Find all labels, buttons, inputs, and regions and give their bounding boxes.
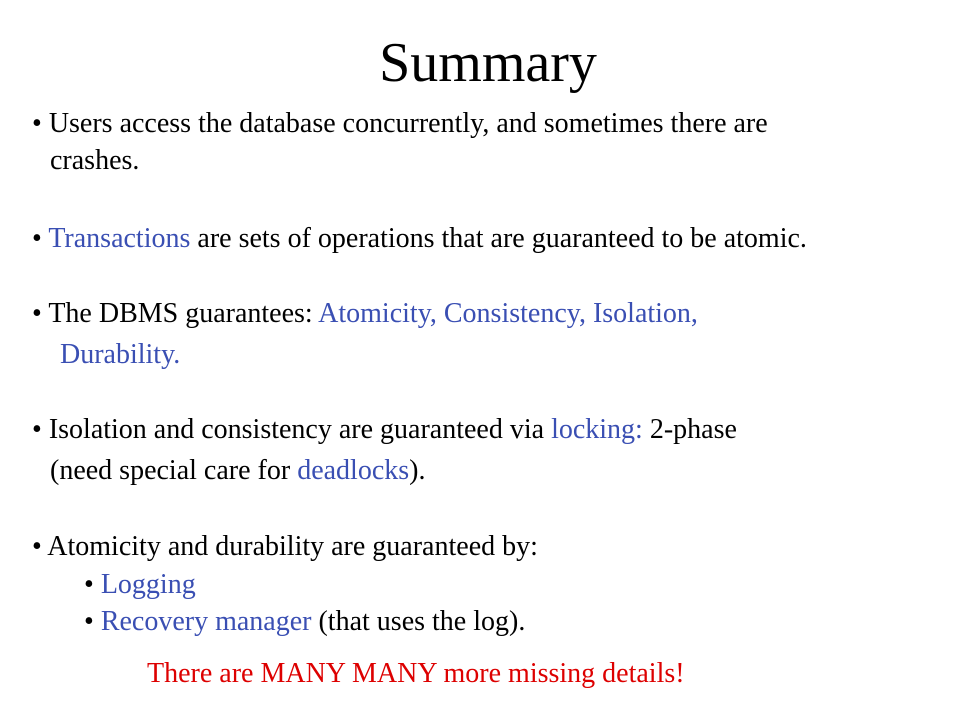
bullet-dbms-guarantees-line1 bbox=[32, 297, 698, 331]
bullet-glyph: • bbox=[32, 414, 42, 445]
bullet-text: Atomicity and durability are guaranteed by: bbox=[47, 531, 538, 562]
bullet-glyph: • bbox=[84, 606, 94, 637]
bullet-text: are sets of operations that are guaranteed to be atomic. bbox=[190, 223, 807, 254]
bullet-text-continuation: crashes. bbox=[50, 145, 140, 176]
highlight-logging: Logging bbox=[100, 569, 196, 600]
bullet-glyph: • bbox=[84, 569, 94, 600]
bullet-dbms-guarantees-line2 bbox=[60, 338, 180, 372]
sub-bullet-logging bbox=[84, 568, 196, 602]
bullet-text: (that uses the log). bbox=[311, 606, 526, 637]
highlight-transactions: Transactions bbox=[48, 223, 191, 254]
bullet-text: The DBMS guarantees: bbox=[48, 298, 319, 329]
bullet-glyph: • bbox=[32, 531, 42, 562]
bullet-isolation-line2 bbox=[50, 454, 425, 488]
bullet-glyph: • bbox=[32, 223, 42, 254]
bullet-text-suffix: 2-phase bbox=[642, 414, 737, 445]
highlight-locking: locking: bbox=[551, 414, 643, 445]
bullet-users-line1 bbox=[32, 107, 768, 141]
highlight-deadlocks: deadlocks bbox=[297, 455, 410, 486]
bullet-text: Isolation and consistency are guaranteed via bbox=[48, 414, 552, 445]
bullet-text-suffix: ). bbox=[409, 455, 426, 486]
highlight-acid-properties: Atomicity, Consistency, Isolation, bbox=[318, 298, 698, 329]
bullet-transactions bbox=[32, 222, 807, 256]
highlight-durability: Durability. bbox=[60, 339, 181, 370]
sub-bullet-recovery-manager bbox=[84, 605, 525, 639]
bullet-glyph: • bbox=[32, 108, 42, 139]
footer-note: There are MANY MANY more missing details! bbox=[147, 658, 685, 689]
highlight-recovery-manager: Recovery manager bbox=[100, 606, 312, 637]
slide-title: Summary bbox=[379, 32, 597, 94]
bullet-isolation-line1 bbox=[32, 413, 737, 447]
bullet-text: Users access the database concurrently, and sometimes there are bbox=[48, 108, 768, 139]
bullet-text: (need special care for bbox=[50, 455, 298, 486]
bullet-glyph: • bbox=[32, 298, 42, 329]
bullet-users-line2 bbox=[50, 144, 139, 178]
bullet-atomicity-durability bbox=[32, 530, 538, 564]
